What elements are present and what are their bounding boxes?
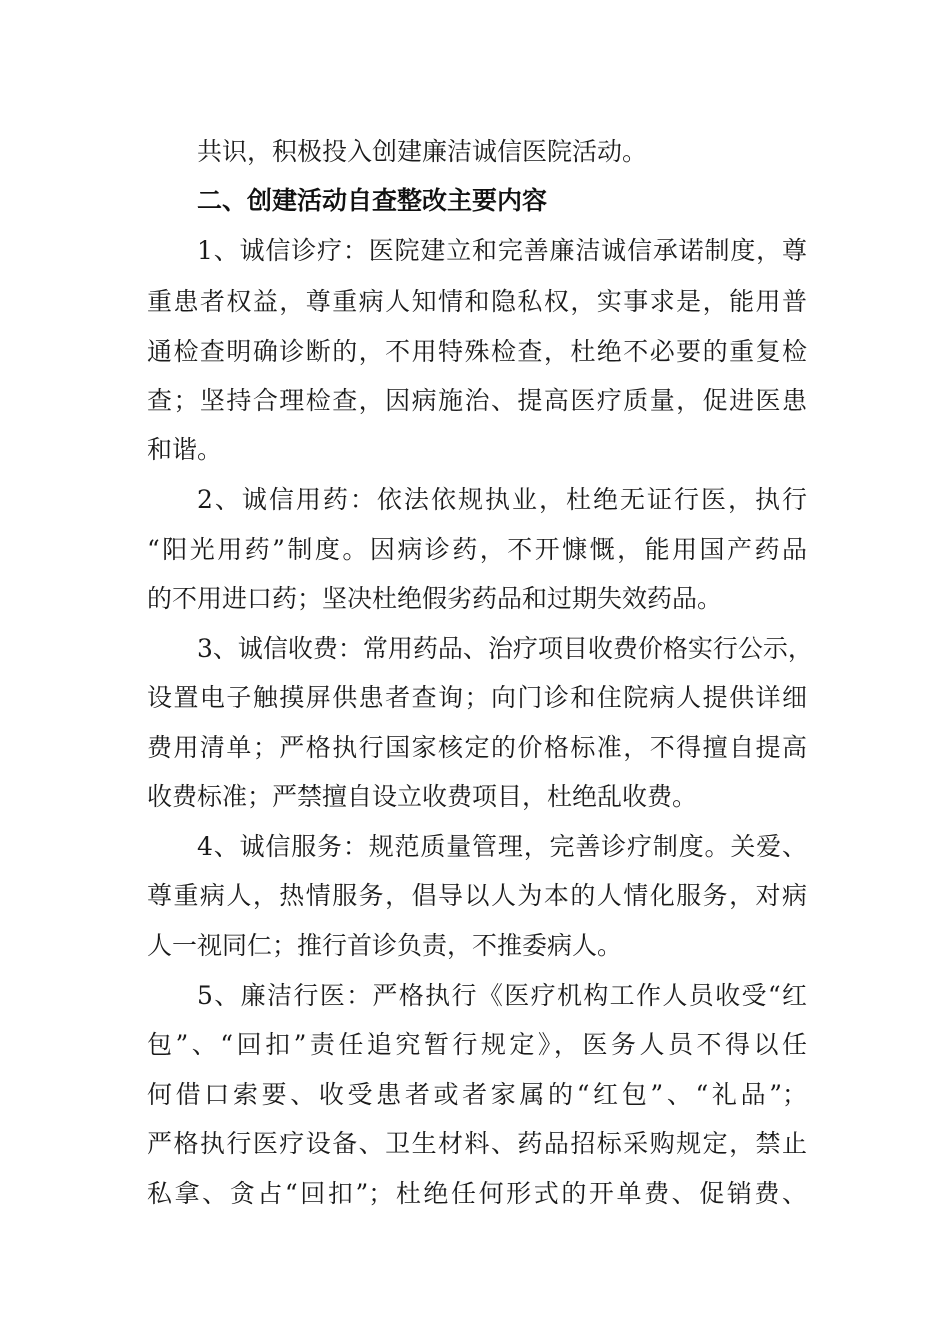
item-3-line-4: 收费标准；严禁擅自设立收费项目，杜绝乱收费。 — [147, 782, 698, 811]
item-2-line-3: 的不用进口药；坚决杜绝假劣药品和过期失效药品。 — [147, 584, 723, 613]
item-5-line-5: 私拿、贪占“回扣”；杜绝任何形式的开单费、促销费、 — [147, 1179, 807, 1208]
item-3-line-3: 费用清单；严格执行国家核定的价格标准，不得擅自提高 — [147, 733, 807, 762]
item-1-line-5: 和谐。 — [147, 435, 223, 464]
continuation-line: 共识，积极投入创建廉洁诚信医院活动。 — [197, 137, 648, 166]
item-3-line-2: 设置电子触摸屏供患者查询；向门诊和住院病人提供详细 — [147, 683, 807, 712]
item-1-line-3: 通检查明确诊断的，不用特殊检查，杜绝不必要的重复检 — [147, 337, 807, 366]
item-2-line-1: 2、诚信用药：依法依规执业，杜绝无证行医，执行 — [197, 485, 807, 514]
item-4-line-1: 4、诚信服务：规范质量管理，完善诊疗制度。关爱、 — [197, 832, 807, 861]
section-heading: 二、创建活动自查整改主要内容 — [197, 186, 548, 215]
item-1-line-1: 1、诚信诊疗：医院建立和完善廉洁诚信承诺制度，尊 — [197, 236, 807, 265]
item-5-line-3: 何借口索要、收受患者或者家属的“红包”、“礼品”； — [147, 1080, 807, 1109]
item-4-line-2: 尊重病人，热情服务，倡导以人为本的人情化服务，对病 — [147, 881, 807, 910]
item-1-line-2: 重患者权益，尊重病人知情和隐私权，实事求是，能用普 — [147, 287, 807, 316]
item-5-line-2: 包”、“回扣”责任追究暂行规定》，医务人员不得以任 — [147, 1030, 807, 1059]
item-1-line-4: 查；坚持合理检查，因病施治、提高医疗质量，促进医患 — [147, 386, 807, 415]
item-5-line-1: 5、廉洁行医：严格执行《医疗机构工作人员收受“红 — [197, 981, 807, 1010]
item-3-line-1: 3、诚信收费：常用药品、治疗项目收费价格实行公示， — [197, 634, 813, 663]
item-5-line-4: 严格执行医疗设备、卫生材料、药品招标采购规定，禁止 — [147, 1129, 807, 1158]
item-2-line-2: “阳光用药”制度。因病诊药，不开慷慨，能用国产药品 — [147, 535, 807, 564]
item-4-line-3: 人一视同仁；推行首诊负责，不推委病人。 — [147, 931, 623, 960]
